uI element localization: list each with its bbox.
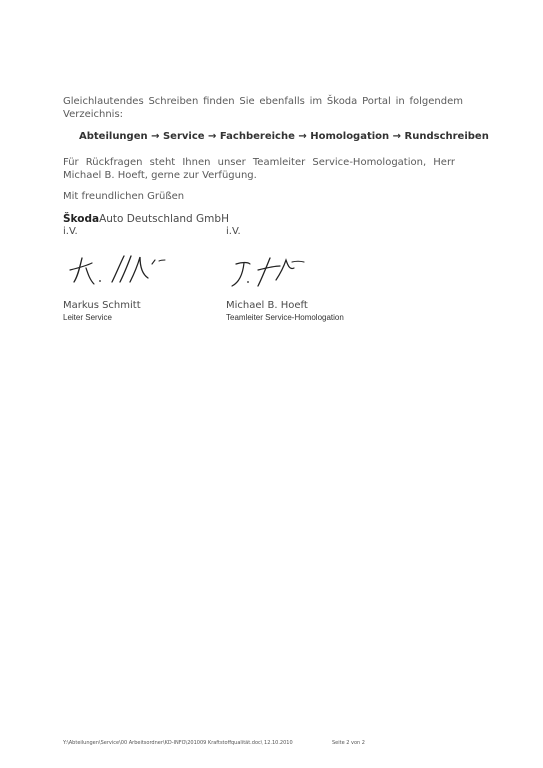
signer-name-right: Michael B. Hoeft bbox=[226, 300, 308, 311]
signer-role-left: Leiter Service bbox=[63, 313, 112, 322]
signature-left bbox=[68, 248, 168, 290]
path-part-rundschreiben: Rundschreiben bbox=[404, 131, 489, 142]
arrow-right-icon: → bbox=[151, 131, 160, 142]
path-part-service: Service bbox=[162, 131, 205, 142]
path-part-abteilungen: Abteilungen bbox=[79, 131, 148, 142]
signature-right bbox=[228, 252, 308, 290]
company-rest: Auto Deutschland GmbH bbox=[99, 213, 229, 225]
contact-paragraph: Für Rückfragen steht Ihnen unser Teamleiter Service-Homologation, Herr Michael B. Hoeft, gerne zur Verfügung. bbox=[63, 157, 455, 181]
intro-paragraph: Gleichlautendes Schreiben finden Sie ebenfalls im Škoda Portal in folgendem Verzeichnis: bbox=[63, 96, 463, 120]
arrow-right-icon: → bbox=[392, 131, 402, 142]
company-brand: Škoda bbox=[63, 213, 100, 225]
company-name bbox=[63, 213, 229, 225]
footer-page-number: Seite 2 von 2 bbox=[332, 740, 365, 746]
arrow-right-icon: → bbox=[298, 131, 307, 142]
path-part-fachbereiche: Fachbereiche bbox=[219, 131, 295, 142]
closing-salutation: Mit freundlichen Grüßen bbox=[63, 191, 185, 202]
signer-role-right: Teamleiter Service-Homologation bbox=[226, 313, 344, 322]
iv-label-right: i.V. bbox=[226, 226, 241, 237]
path-part-homologation: Homologation bbox=[310, 131, 390, 142]
footer-file-path: Y:\Abteilungen\Service\00 Arbeitsordner\KD-INFO\201009 Kraftstoffqualität.doc\ 12.10.2010 bbox=[63, 740, 293, 746]
arrow-right-icon: → bbox=[208, 131, 217, 142]
signer-name-left: Markus Schmitt bbox=[63, 300, 141, 311]
portal-path bbox=[79, 131, 489, 142]
iv-label-left: i.V. bbox=[63, 226, 78, 237]
